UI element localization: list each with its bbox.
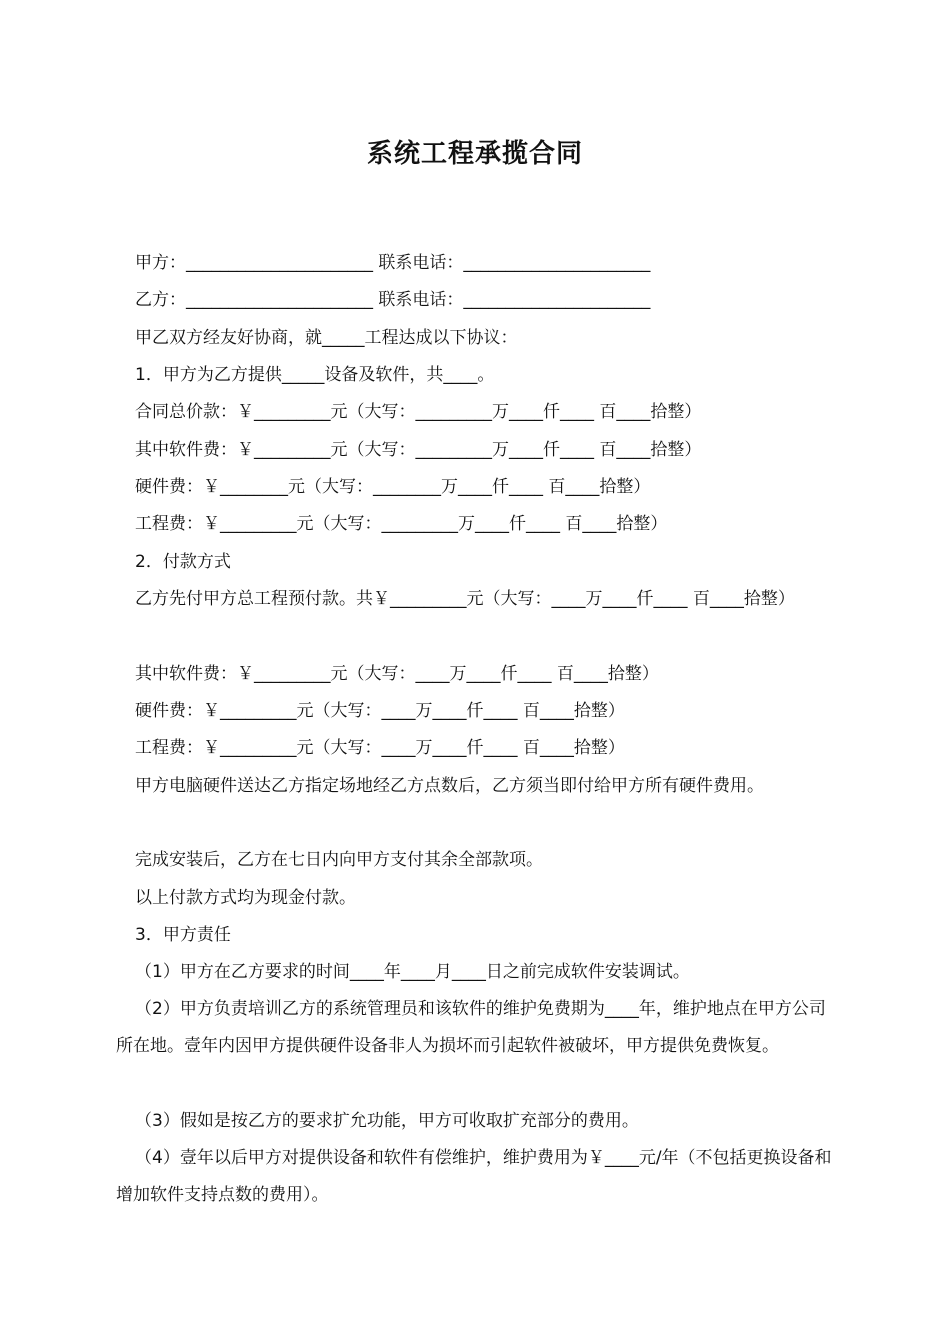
prepay-software-line: 其中软件费：￥_________元（大写：____万____仟____ 百____拾整） [135,664,659,684]
clause-3-item-1: （1）甲方在乙方要求的时间____年____月____日之前完成软件安装调试。 [135,962,690,982]
hardware-fee-line: 硬件费：￥________元（大写：________万____仟____ 百____拾整） [135,477,651,497]
prepay-engineering-line: 工程费：￥_________元（大写：____万____仟____ 百____拾整） [135,738,625,758]
document-title: 系统工程承揽合同 [366,139,583,169]
software-fee-line: 其中软件费：￥_________元（大写：_________万____仟____ 百____拾整） [135,440,702,460]
prepay-hardware-line: 硬件费：￥_________元（大写：____万____仟____ 百____拾整） [135,701,625,721]
prepayment-paragraph: 乙方先付甲方总工程预付款。共￥_________元（大写：____万____仟____ 百____拾整） [135,589,795,609]
clause-3-item-3: （3）假如是按乙方的要求扩允功能，甲方可收取扩充部分的费用。 [135,1111,639,1131]
party-a-line: 甲方：______________________ 联系电话：______________________ [135,253,651,273]
clause-3-heading: 3．甲方责任 [135,925,231,945]
clause-2-heading: 2．付款方式 [135,552,231,572]
engineering-fee-line: 工程费：￥_________元（大写：_________万____仟____ 百____拾整） [135,514,668,534]
remaining-payment-note: 完成安装后，乙方在七日内向甲方支付其余全部款项。 [135,850,543,870]
clause-3-item-4: （4）壹年以后甲方对提供设备和软件有偿维护，维护费用为￥____元/年（不包括更换设备和增加软件支持点数的费用）。 [116,1148,832,1205]
cash-payment-note: 以上付款方式均为现金付款。 [135,888,356,908]
clause-1: 1．甲方为乙方提供_____设备及软件，共____。 [135,365,495,385]
hardware-payment-note: 甲方电脑硬件送达乙方指定场地经乙方点数后，乙方须当即付给甲方所有硬件费用。 [135,776,764,796]
total-price-line: 合同总价款：￥_________元（大写：_________万____仟____ 百____拾整） [135,402,702,422]
party-b-line: 乙方：______________________ 联系电话：______________________ [135,290,651,310]
agreement-intro: 甲乙双方经友好协商，就_____工程达成以下协议： [135,328,518,348]
clause-3-item-2: （2）甲方负责培训乙方的系统管理员和该软件的维护免费期为____年，维护地点在甲方公司所在地。壹年内因甲方提供硬件设备非人为损坏而引起软件被破坏，甲方提供免费恢复。 [116,999,826,1056]
